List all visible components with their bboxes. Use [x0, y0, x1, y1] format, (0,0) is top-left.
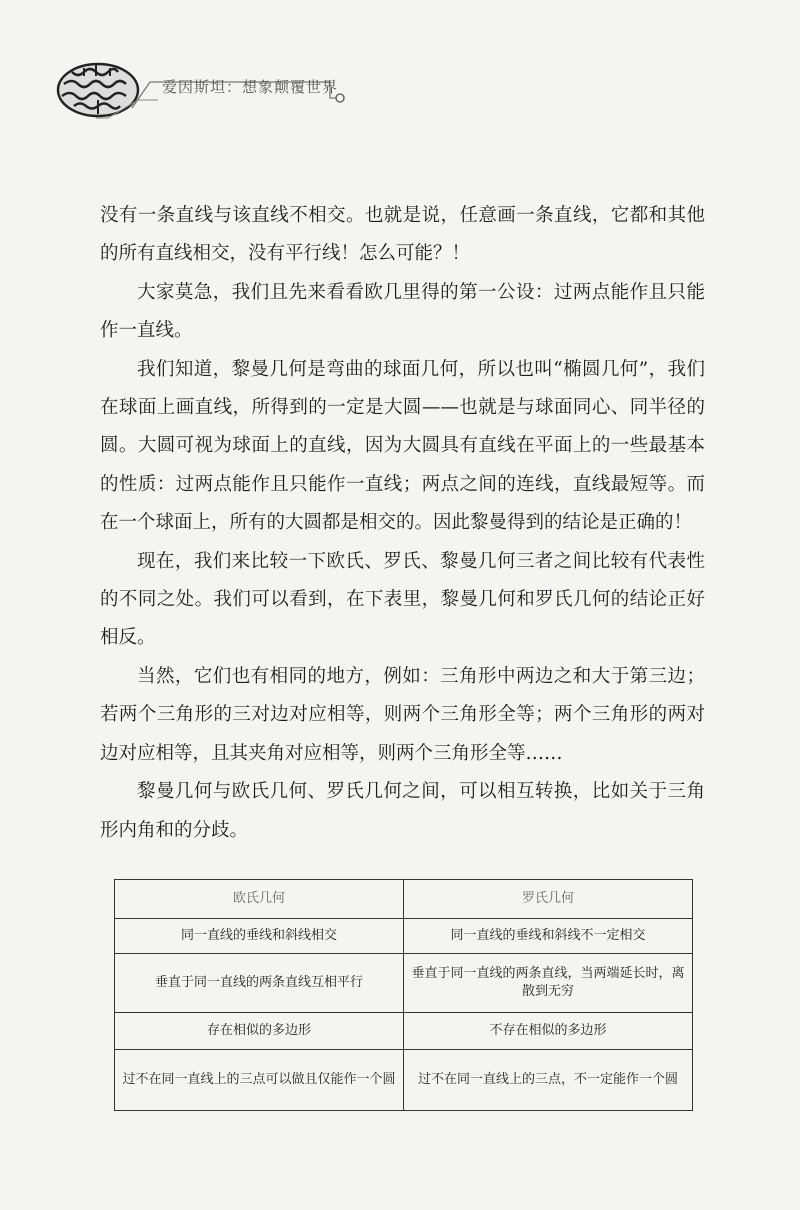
paragraph: 黎曼几何与欧氏几何、罗氏几何之间，可以相互转换，比如关于三角形内角和的分歧。 — [100, 781, 705, 841]
table-row — [115, 919, 693, 954]
table-header-row — [115, 880, 693, 919]
table-cell: 同一直线的垂线和斜线不一定相交 — [404, 919, 693, 954]
header-decoration — [0, 0, 800, 140]
column-header: 罗氏几何 — [404, 880, 693, 919]
table-cell: 不存在相似的多边形 — [404, 1013, 693, 1050]
table-cell: 过不在同一直线上的三点，不一定能作一个圆 — [404, 1050, 693, 1111]
table-cell: 存在相似的多边形 — [115, 1013, 404, 1050]
table-cell: 过不在同一直线上的三点可以做且仅能作一个圆 — [115, 1050, 404, 1111]
column-header: 欧氏几何 — [115, 880, 404, 919]
paragraph: 没有一条直线与该直线不相交。也就是说，任意画一条直线，它都和其他的所有直线相交，没有平行线！怎么可能？！ — [100, 205, 705, 265]
table-row — [115, 1013, 693, 1050]
geometry-comparison-table — [114, 879, 693, 1111]
book-title: 爱因斯坦：想象颠覆世界 — [162, 78, 339, 96]
paragraph: 大家莫急，我们且先来看看欧几里得的第一公设：过两点能作且只能作一直线。 — [100, 281, 705, 342]
page-header — [0, 0, 800, 140]
body-text — [100, 197, 705, 850]
table-cell: 同一直线的垂线和斜线相交 — [115, 919, 404, 954]
table-cell: 垂直于同一直线的两条直线，当两端延长时，离散到无穷 — [404, 954, 693, 1013]
paragraph: 当然，它们也有相同的地方，例如：三角形中两边之和大于第三边；若两个三角形的三对边对应相等，则两个三角形全等；两个三角形的两对边对应相等，且其夹角对应相等，则两个三角形全等…… — [100, 665, 705, 764]
table-row — [115, 954, 693, 1013]
paragraph: 我们知道，黎曼几何是弯曲的球面几何，所以也叫“椭圆几何”，我们在球面上画直线，所得到的一定是大圆——也就是与球面同心、同半径的圆。大圆可视为球面上的直线，因为大圆具有直线在平面上的一些最基本的性质：过两点能作且只能作一直线；两点之间的连线，直线最短等。而在一个球面上，所有的大圆都是相交的。因此黎曼得到的结论是正确的！ — [100, 358, 705, 534]
table-cell: 垂直于同一直线的两条直线互相平行 — [115, 954, 404, 1013]
brain-icon — [58, 64, 138, 116]
table-row — [115, 1050, 693, 1111]
paragraph: 现在，我们来比较一下欧氏、罗氏、黎曼几何三者之间比较有代表性的不同之处。我们可以看到，在下表里，黎曼几何和罗氏几何的结论正好相反。 — [100, 550, 705, 649]
